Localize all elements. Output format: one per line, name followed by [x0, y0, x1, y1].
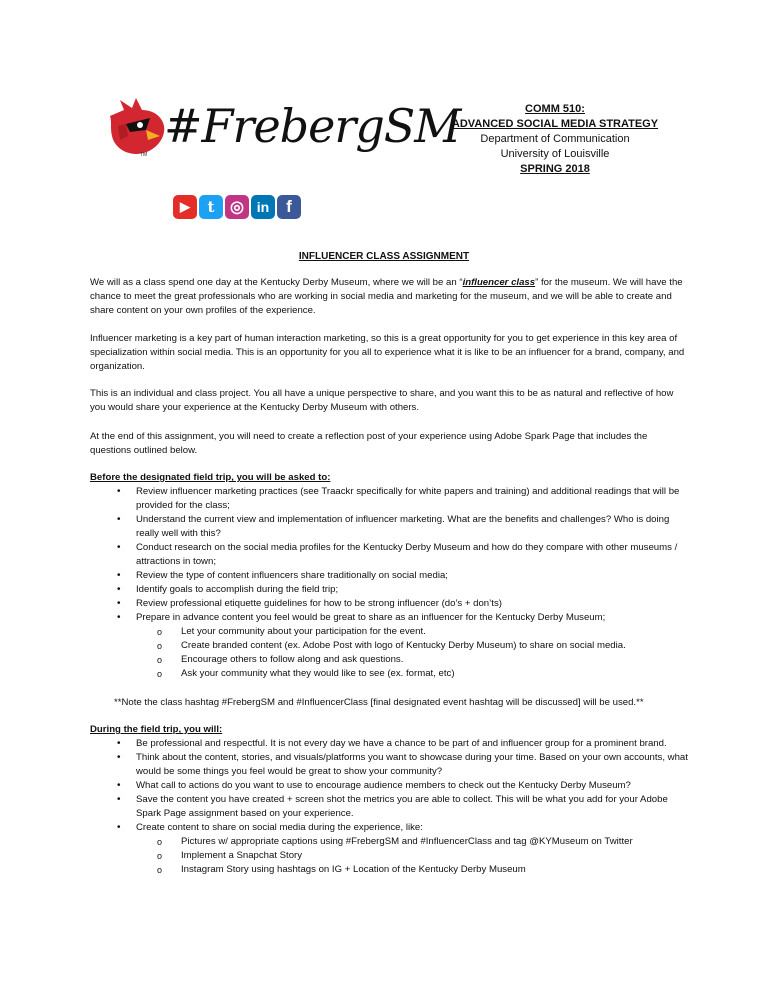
sub-list-item: o Create branded content (ex. Adobe Post with logo of Kentucky Derby Museum) to share on social media.	[136, 639, 688, 653]
hashtag-note: **Note the class hashtag #FrebergSM and #InfluencerClass [final designated event hashtag will be discussed] will be used.**	[114, 697, 644, 708]
list-item: • Think about the content, stories, and visuals/platforms you want to showcase during your time. Based on your own accounts, what would be some things you feel would be great to show your community?	[90, 751, 688, 779]
list-item-text: Prepare in advance content you feel would be great to share as an influencer for the Kentucky Derby Museum;	[136, 612, 606, 623]
university: University of Louisville	[500, 148, 610, 160]
list-item: • Review influencer marketing practices (see Traackr specifically for white papers and training) and additional readings that will be provided for the class;	[90, 485, 688, 513]
facebook-icon: f	[277, 195, 301, 219]
during-heading: During the field trip, you will:	[90, 724, 223, 735]
intro-paragraph-3: This is an individual and class project. You all have a unique perspective to share, and you want this to be as natural and reflective of how you would share your experience at the Kentucky Derby Museum with others.	[90, 388, 674, 413]
influencer-class-emphasis: influencer class	[462, 277, 536, 288]
list-item: • Review the type of content influencers share traditionally on social media;	[90, 569, 688, 583]
intro-paragraph-1	[90, 276, 688, 318]
trademark-mark: TM	[140, 152, 148, 158]
before-sublist	[136, 625, 688, 681]
youtube-icon: ▶	[173, 195, 197, 219]
sub-list-item: o Let your community about your participation for the event.	[136, 625, 688, 639]
list-item: • Identify goals to accomplish during the field trip;	[90, 583, 688, 597]
linkedin-icon: in	[251, 195, 275, 219]
before-heading: Before the designated field trip, you will be asked to:	[90, 472, 331, 483]
list-item-with-subitems	[90, 821, 688, 877]
sub-list-item: o Encourage others to follow along and ask questions.	[136, 653, 688, 667]
sub-list-item: o Implement a Snapchat Story	[136, 849, 688, 863]
list-item: • Save the content you have created + screen shot the metrics you are able to collect. This will be what you add for your Adobe Spark Page assignment based on your experience.	[90, 793, 688, 821]
intro-p1-start: We will as a class spend one day at the Kentucky Derby Museum, where we will be an “	[90, 277, 463, 288]
list-item-with-subitems	[90, 611, 688, 681]
department: Department of Communication	[480, 133, 630, 145]
list-item: • Be professional and respectful. It is not every day we have a chance to be part of and influencer group for a prominent brand.	[90, 737, 688, 751]
logo-hashtag-text: #FrebergSM	[164, 99, 461, 153]
course-info	[432, 102, 678, 177]
social-icons-row	[173, 195, 301, 221]
during-list	[90, 737, 688, 877]
term: SPRING 2018	[520, 163, 590, 175]
intro-paragraph-2: Influencer marketing is a key part of human interaction marketing, so this is a great opportunity for you to get experience in this key area of specialization within social media. This is an opportunity for you all to experience what it is like to be an influencer for a brand, company, and organization.	[90, 333, 685, 372]
list-item: • Understand the current view and implementation of influencer marketing. What are the benefits and challenges? Who is doing really well with this?	[90, 513, 688, 541]
list-item: • Review professional etiquette guidelines for how to be strong influencer (do’s + don’ts)	[90, 597, 688, 611]
list-item: • What call to actions do you want to use to encourage audience members to check out the Kentucky Derby Museum?	[90, 779, 688, 793]
course-name: ADVANCED SOCIAL MEDIA STRATEGY	[451, 118, 659, 130]
cardinal-logo-icon	[106, 96, 168, 158]
course-code: COMM 510:	[525, 103, 585, 115]
assignment-title: INFLUENCER CLASS ASSIGNMENT	[298, 251, 470, 262]
intro-paragraph-4: At the end of this assignment, you will need to create a reflection post of your experience using Adobe Spark Page that includes the questions outlined below.	[90, 431, 648, 456]
list-item-text: Create content to share on social media during the experience, like:	[136, 822, 423, 833]
sub-list-item: o Instagram Story using hashtags on IG + Location of the Kentucky Derby Museum	[136, 863, 688, 877]
freberg-logo	[106, 96, 461, 166]
twitter-icon: t	[199, 195, 223, 219]
during-sublist	[136, 835, 688, 877]
instagram-icon: ◎	[225, 195, 249, 219]
sub-list-item: o Ask your community what they would like to see (ex. format, etc)	[136, 667, 688, 681]
intro-p1-end: ” for the museum. We will have the chance to meet the great professionals who are working in social media and marketing for the museum, and we will be able to create and share content on your own profiles of the experience.	[90, 277, 683, 316]
before-list	[90, 485, 688, 681]
sub-list-item: o Pictures w/ appropriate captions using #FrebergSM and #InfluencerClass and tag @KYMuseum on Twitter	[136, 835, 688, 849]
list-item: • Conduct research on the social media profiles for the Kentucky Derby Museum and how do they compare with other museums / attractions in town;	[90, 541, 688, 569]
